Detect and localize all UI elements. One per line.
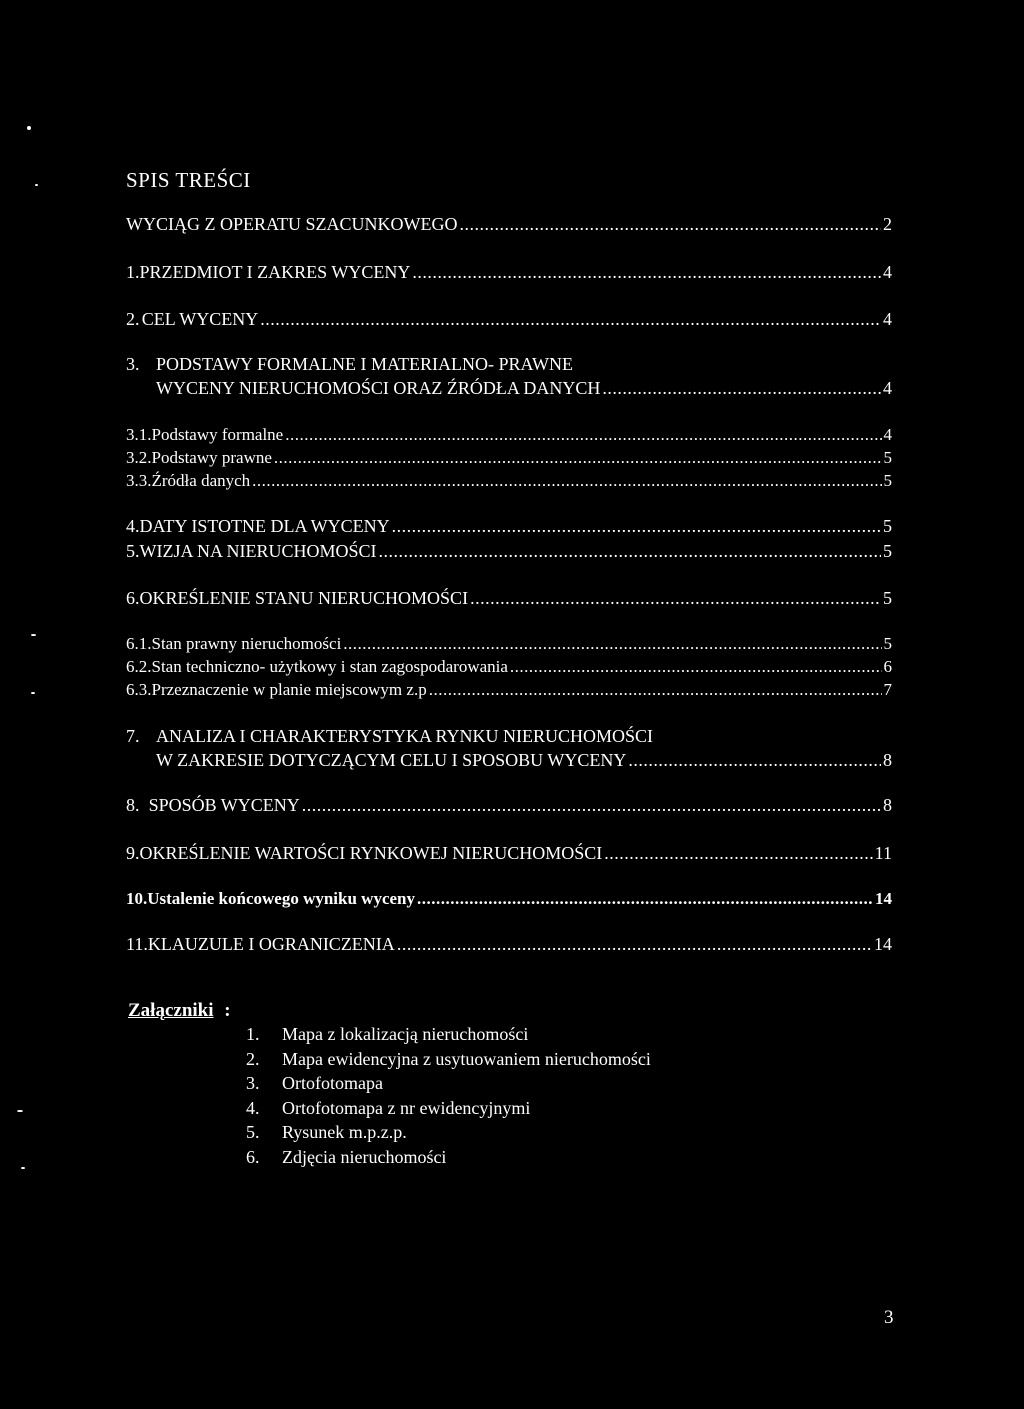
- toc-label: WYCIĄG Z OPERATU SZACUNKOWEGO: [126, 214, 458, 234]
- toc-entry-10: [126, 887, 892, 911]
- scan-speck: [17, 1110, 23, 1112]
- toc-leader: [343, 632, 881, 656]
- toc-label: W ZAKRESIE DOTYCZĄCYM CELU I SPOSOBU WYCENY: [156, 750, 627, 770]
- toc-page: 5: [883, 634, 892, 653]
- toc-entry-6: [126, 586, 892, 610]
- scan-speck: [21, 1167, 25, 1169]
- toc-label: ANALIZA I CHARAKTERYSTYKA RYNKU NIERUCHOMOŚCI: [156, 726, 654, 746]
- toc-number: 3.: [126, 354, 140, 374]
- scan-speck: [31, 692, 35, 694]
- toc-page: 11: [874, 843, 892, 863]
- toc-label: Podstawy formalne: [151, 425, 284, 444]
- toc-entry-6-2: [126, 655, 892, 679]
- toc-leader: [429, 678, 882, 702]
- toc-number: 6.3.: [126, 680, 152, 699]
- toc-leader: [417, 887, 873, 911]
- toc-page: 5: [883, 471, 892, 490]
- toc-page: 8: [883, 795, 892, 815]
- toc-entry-4: [126, 514, 892, 538]
- toc-number: 7.: [126, 726, 140, 746]
- attachment-text: Zdjęcia nieruchomości: [282, 1146, 447, 1167]
- toc-number: 3.1.: [126, 425, 152, 444]
- toc-label: KLAUZULE I OGRANICZENIA: [147, 934, 395, 954]
- toc-entry-8: [126, 793, 892, 817]
- toc-page: 4: [883, 262, 892, 282]
- toc-leader: [412, 260, 881, 284]
- toc-entry-2: [126, 307, 892, 331]
- toc-page: 5: [883, 541, 892, 561]
- attachment-number: 5.: [246, 1122, 260, 1142]
- attachment-text: Rysunek m.p.z.p.: [282, 1122, 407, 1142]
- toc-label: SPOSÓB WYCENY: [148, 795, 300, 815]
- toc-label: PODSTAWY FORMALNE I MATERIALNO- PRAWNE: [156, 354, 573, 374]
- attachments-label: Załączniki: [128, 1000, 214, 1021]
- attachment-number: 6.: [246, 1146, 260, 1167]
- attachment-number: 4.: [246, 1097, 260, 1118]
- toc-leader: [274, 446, 882, 470]
- toc-leader: [397, 932, 872, 956]
- toc-number: 4.: [126, 516, 140, 536]
- toc-entry-3-2: [126, 446, 892, 470]
- toc-leader: [392, 514, 881, 538]
- toc-number: 2.: [126, 309, 140, 329]
- toc-page: 4: [883, 309, 892, 329]
- toc-label: Stan techniczno- użytkowy i stan zagospodarowania: [151, 657, 508, 676]
- attachment-item: [246, 1120, 651, 1145]
- attachments-heading: [128, 1000, 231, 1022]
- toc-page: 4: [883, 378, 892, 398]
- attachments-list: [246, 1022, 651, 1169]
- toc-page: 14: [874, 934, 892, 954]
- scan-speck: [31, 634, 36, 636]
- toc-leader: [379, 539, 881, 563]
- toc-entry-6-1: [126, 632, 892, 656]
- toc-entry-1: [126, 260, 892, 284]
- toc-entry-5: [126, 539, 892, 563]
- toc-leader: [285, 423, 881, 447]
- toc-number: 3.2.: [126, 448, 152, 467]
- toc-number: 8.: [126, 795, 140, 815]
- toc-number: 6.: [126, 588, 140, 608]
- toc-entry-3: [126, 352, 892, 376]
- toc-page: 4: [883, 425, 892, 444]
- toc-entry-extract: [126, 212, 892, 236]
- attachment-item: [246, 1096, 651, 1121]
- attachment-number: 3.: [246, 1073, 260, 1093]
- toc-entry-11: [126, 932, 892, 956]
- toc-page: 7: [883, 680, 892, 699]
- toc-entry-3-1: [126, 423, 892, 447]
- toc-leader: [459, 212, 881, 236]
- toc-number: 6.1.: [126, 634, 152, 653]
- toc-leader: [470, 586, 881, 610]
- toc-leader: [260, 307, 881, 331]
- toc-page: 5: [883, 588, 892, 608]
- attachment-text: Mapa ewidencyjna z usytuowaniem nieruchomości: [282, 1048, 651, 1069]
- attachments-colon: :: [224, 1000, 231, 1021]
- toc-label: DATY ISTOTNE DLA WYCENY: [139, 516, 390, 536]
- toc-leader: [302, 793, 881, 817]
- attachment-text: Mapa z lokalizacją nieruchomości: [282, 1024, 529, 1044]
- attachment-item: [246, 1071, 651, 1096]
- toc-page: 14: [875, 889, 892, 908]
- attachment-item: [246, 1145, 651, 1170]
- scan-speck: [35, 184, 38, 186]
- toc-entry-7-cont: [156, 748, 892, 772]
- scan-speck: [27, 126, 31, 130]
- toc-page: 6: [883, 657, 892, 676]
- toc-number: 1.: [126, 262, 140, 282]
- toc-number: 3.3.: [126, 471, 152, 490]
- toc-label: CEL WYCENY: [141, 309, 259, 329]
- attachment-number: 2.: [246, 1048, 260, 1069]
- toc-leader: [602, 376, 881, 400]
- toc-label: OKREŚLENIE WARTOŚCI RYNKOWEJ NIERUCHOMOŚCI: [139, 843, 603, 863]
- attachment-number: 1.: [246, 1024, 260, 1044]
- toc-label: WYCENY NIERUCHOMOŚCI ORAZ ŹRÓDŁA DANYCH: [156, 378, 601, 398]
- toc-number: 11.: [126, 934, 148, 954]
- toc-number: 6.2.: [126, 657, 152, 676]
- toc-number: 5.: [126, 541, 140, 561]
- attachment-text: Ortofotomapa z nr ewidencyjnymi: [282, 1097, 531, 1118]
- toc-entry-9: [126, 841, 892, 865]
- toc-page: 5: [883, 516, 892, 536]
- toc-label: Źródła danych: [151, 471, 251, 490]
- toc-page: 8: [883, 750, 892, 770]
- toc-leader: [510, 655, 882, 679]
- toc-label: PRZEDMIOT I ZAKRES WYCENY: [139, 262, 411, 282]
- toc-leader: [252, 469, 881, 493]
- toc-entry-3-cont: [156, 376, 892, 400]
- toc-leader: [604, 841, 872, 865]
- toc-leader: [628, 748, 881, 772]
- toc-label: Podstawy prawne: [151, 448, 272, 467]
- attachment-text: Ortofotomapa: [282, 1073, 383, 1093]
- toc-entry-7: [126, 724, 892, 748]
- attachment-item: [246, 1047, 651, 1072]
- toc-label: WIZJA NA NIERUCHOMOŚCI: [139, 541, 377, 561]
- toc-label: Ustalenie końcowego wyniku wyceny: [147, 889, 416, 908]
- toc-number: 10.: [126, 889, 148, 908]
- attachment-item: [246, 1022, 651, 1047]
- toc-page: 5: [883, 448, 892, 467]
- page-title: SPIS TREŚCI: [126, 168, 251, 192]
- page-number: 3: [884, 1307, 894, 1328]
- toc-number: 9.: [126, 843, 140, 863]
- toc-entry-3-3: [126, 469, 892, 493]
- toc-page: 2: [883, 214, 892, 234]
- toc-label: Stan prawny nieruchomości: [151, 634, 342, 653]
- toc-entry-6-3: [126, 678, 892, 702]
- toc-label: Przeznaczenie w planie miejscowym z.p: [151, 680, 427, 699]
- toc-label: OKREŚLENIE STANU NIERUCHOMOŚCI: [139, 588, 469, 608]
